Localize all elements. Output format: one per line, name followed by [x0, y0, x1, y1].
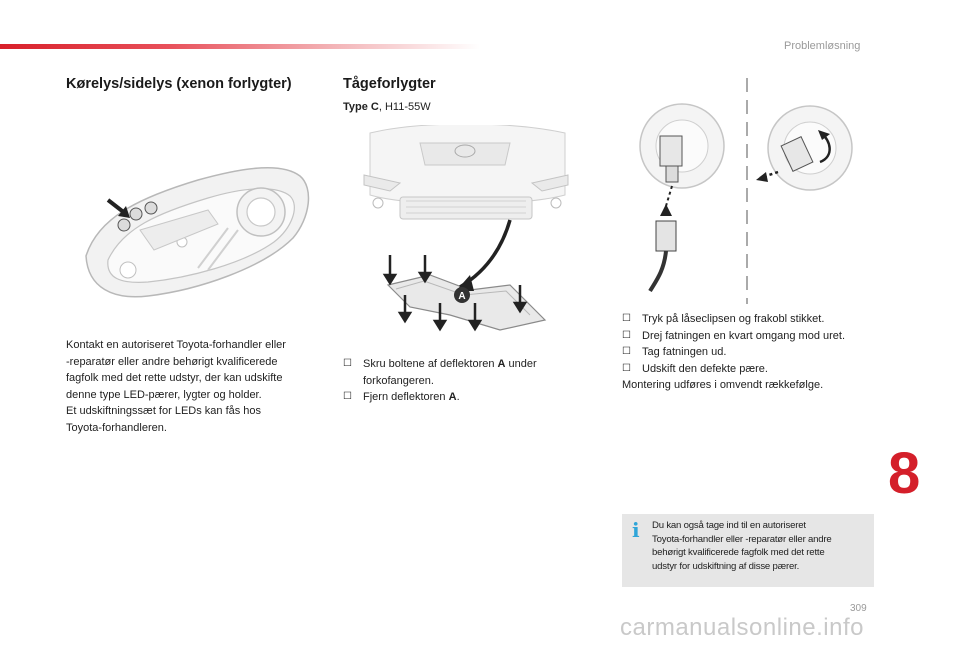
- info-line: behørigt kvalificerede fagfolk med det rette: [652, 547, 825, 558]
- checkbox-bullet-icon: ☐: [622, 362, 631, 374]
- step-bold: A: [497, 358, 506, 370]
- bulb-type-value: , H11-55W: [378, 101, 431, 113]
- checkbox-bullet-icon: ☐: [622, 313, 631, 324]
- step-text: Udskift den defekte pære.: [642, 362, 768, 375]
- step-text: Tryk på låseclipsen og frakobl stikket.: [642, 313, 825, 325]
- checkbox-bullet-icon: ☐: [343, 358, 352, 369]
- step-text: Drej fatningen en kvart omgang mod uret.: [642, 329, 846, 342]
- chapter-number: 8: [888, 441, 921, 506]
- list-item: [622, 328, 882, 345]
- heading-fog-lights: Tågeforlygter: [343, 76, 436, 92]
- info-line: udstyr for udskiftning af disse pærer.: [652, 560, 800, 572]
- list-item: [343, 389, 583, 406]
- step-text: Fjern deflektoren: [363, 391, 449, 403]
- paragraph-line: fagfolk med det rette udstyr, der kan udskifte: [66, 372, 283, 384]
- list-item: [622, 361, 882, 378]
- info-line: Toyota-forhandler eller -reparatør eller andre: [652, 533, 832, 545]
- info-box: [622, 514, 874, 587]
- figure-label-a: A: [458, 291, 466, 302]
- list-item: [622, 311, 882, 328]
- paragraph-line: Toyota-forhandleren.: [66, 421, 167, 434]
- bumper-deflector-illustration: [360, 125, 572, 340]
- checkbox-bullet-icon: ☐: [622, 346, 631, 357]
- paragraph-line: Et udskiftningssæt for LEDs kan fås hos: [66, 405, 262, 417]
- checkbox-bullet-icon: ☐: [343, 391, 352, 402]
- section-title: Problemløsning: [784, 40, 861, 52]
- fog-bulb-replacement-steps: [622, 311, 882, 377]
- xenon-info-paragraph: [66, 337, 326, 436]
- headlight-illustration: [78, 158, 320, 308]
- header-accent-bar: [0, 44, 480, 49]
- page-number: 309: [850, 603, 867, 614]
- info-line: Du kan også tage ind til en autoriseret: [652, 520, 806, 531]
- fog-deflector-steps: [343, 356, 583, 406]
- closing-note: Montering udføres i omvendt rækkefølge.: [622, 379, 824, 391]
- checkbox-bullet-icon: ☐: [622, 329, 631, 341]
- info-icon: i: [632, 518, 640, 542]
- list-item: [343, 356, 583, 389]
- paragraph-line: denne type LED-pærer, lygter og holder.: [66, 388, 262, 401]
- fog-lamp-bulb-illustration: [620, 76, 880, 306]
- watermark: carmanualsonline.info: [620, 614, 864, 641]
- paragraph-line: Kontakt en autoriseret Toyota-forhandler eller: [66, 339, 286, 351]
- step-text: Tag fatningen ud.: [642, 346, 727, 358]
- step-text: under: [505, 358, 537, 370]
- step-text: forkofangeren.: [363, 374, 434, 387]
- step-text: .: [456, 391, 460, 403]
- list-item: [622, 344, 882, 361]
- step-text: Skru boltene af deflektoren: [363, 358, 498, 370]
- info-text: [652, 519, 870, 573]
- heading-xenon-headlights: Kørelys/sidelys (xenon forlygter): [66, 76, 292, 92]
- bulb-type-label: Type C: [343, 101, 379, 113]
- bulb-type-line: [343, 99, 431, 116]
- step-bold: A: [448, 391, 457, 403]
- paragraph-line: -reparatør eller andre behørigt kvalificerede: [66, 355, 278, 368]
